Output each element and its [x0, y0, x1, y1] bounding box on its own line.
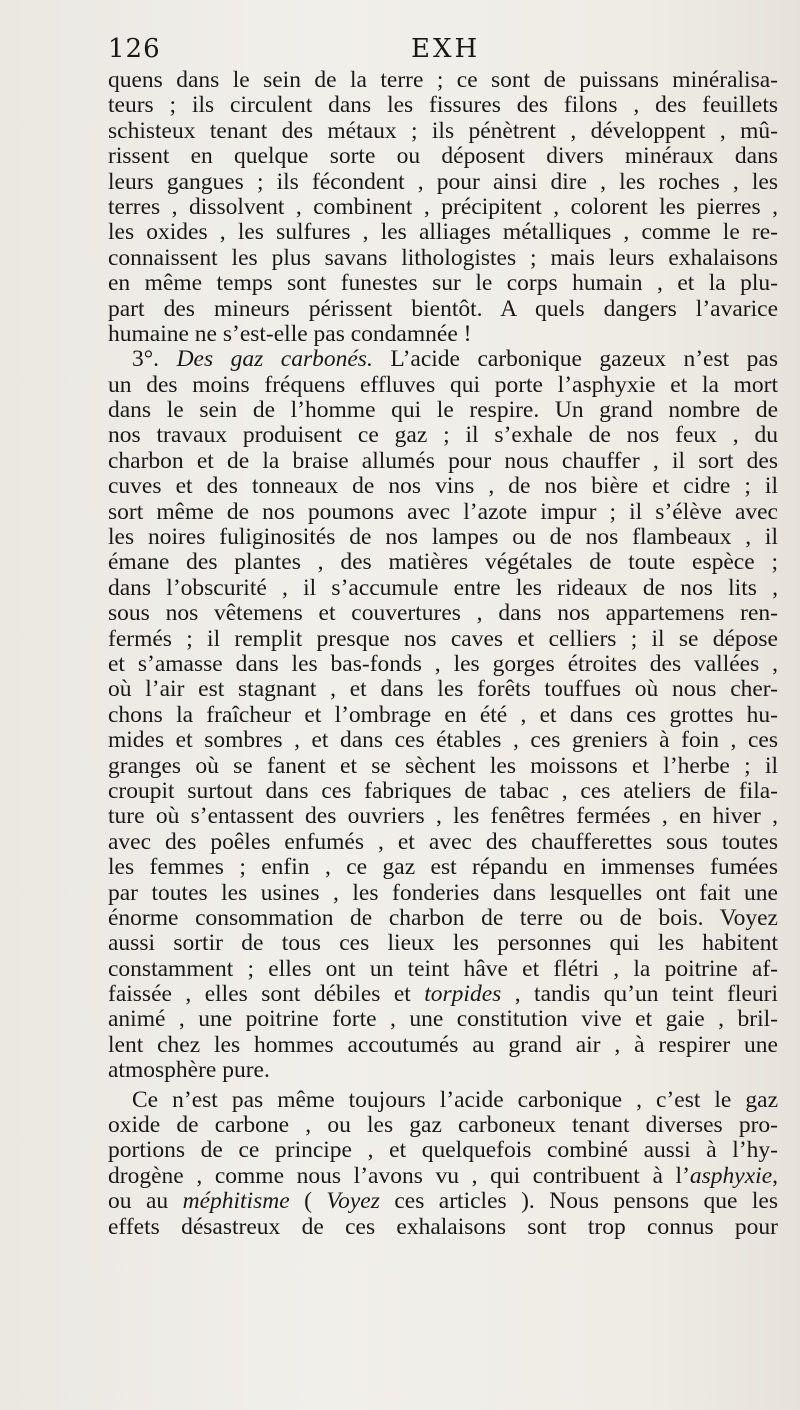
- text-line: part des mineurs périssent bientôt. A quels dangers l’avarice: [108, 296, 778, 322]
- text-line: faissée , elles sont débiles et torpides , tandis qu’un teint fleuri: [108, 982, 778, 1008]
- text-line: cuves et des tonneaux de nos vins , de nos bière et cidre ; il: [108, 474, 778, 500]
- text-line: un des moins fréquens effluves qui porte l’asphyxie et la mort: [108, 372, 778, 398]
- text-line: sort même de nos poumons avec l’azote impur ; il s’élève avec: [108, 499, 778, 525]
- text-line: oxide de carbone , ou les gaz carboneux tenant diverses pro-: [108, 1113, 778, 1139]
- text-line: mides et sombres , et dans ces étables , ces greniers à foin , ces: [108, 728, 778, 754]
- page-number: 126: [108, 34, 161, 64]
- text-line: lent chez les hommes accoutumés au grand air , à respirer une: [108, 1032, 778, 1058]
- text-line: leurs gangues ; ils fécondent , pour ainsi dire , les roches , les: [108, 169, 778, 195]
- text-line: avec des poêles enfumés , et avec des chaufferettes sous toutes: [108, 829, 778, 855]
- text-line: les noires fuliginosités de nos lampes ou de nos flambeaux , il: [108, 525, 778, 551]
- text-line: sous nos vêtemens et couvertures , dans nos appartemens ren-: [108, 601, 778, 627]
- text-line: et s’amasse dans les bas-fonds , les gorges étroites des vallées ,: [108, 651, 778, 677]
- text-line: les femmes ; enfin , ce gaz est répandu en immenses fumées: [108, 855, 778, 881]
- text-line: rissent en quelque sorte ou déposent divers minéraux dans: [108, 144, 778, 170]
- text-line: émane des plantes , des matières végétales de toute espèce ;: [108, 550, 778, 576]
- text-line: animé , une poitrine forte , une constitution vive et gaie , bril-: [108, 1007, 778, 1033]
- text-line: charbon et de la braise allumés pour nous chauffer , il sort des: [108, 448, 778, 474]
- text-line: où l’air est stagnant , et dans les forêts touffues où nous cher-: [108, 677, 778, 703]
- text-line: constamment ; elles ont un teint hâve et flétri , la poitrine af-: [108, 956, 778, 982]
- text-line: dans l’obscurité , il s’accumule entre les rideaux de nos lits ,: [108, 575, 778, 601]
- text-line: connaissent les plus savans lithologistes ; mais leurs exhalaisons: [108, 245, 778, 271]
- text-line: ture où s’entassent des ouvriers , les fenêtres fermées , en hiver ,: [108, 804, 778, 830]
- text-line: 3°. Des gaz carbonés. L’acide carbonique gazeux n’est pas: [132, 347, 778, 373]
- text-line: atmosphère pure.: [108, 1058, 270, 1084]
- page-header: [108, 26, 778, 68]
- text-line: énorme consommation de charbon de terre ou de bois. Voyez: [108, 905, 778, 931]
- text-line: granges où se fanent et se sèchent les moissons et l’herbe ; il: [108, 753, 778, 779]
- text-line: croupit surtout dans ces fabriques de tabac , ces ateliers de fila-: [108, 778, 778, 804]
- text-line: drogène , comme nous l’avons vu , qui contribuent à l’asphyxie,: [108, 1163, 778, 1189]
- body-text: [108, 68, 778, 1240]
- text-line: humaine ne s’est-elle pas condamnée !: [108, 321, 472, 347]
- text-line: par toutes les usines , les fonderies dans lesquelles ont fait une: [108, 880, 778, 906]
- running-head: EXH: [411, 34, 481, 64]
- text-line: aussi sortir de tous ces lieux les personnes qui les habitent: [108, 931, 778, 957]
- text-line: en même temps sont funestes sur le corps humain , et la plu-: [108, 271, 778, 297]
- text-line: schisteux tenant des métaux ; ils pénètrent , développent , mû-: [108, 118, 778, 144]
- text-line: nos travaux produisent ce gaz ; il s’exhale de nos feux , du: [108, 423, 778, 449]
- text-line: les oxides , les sulfures , les alliages métalliques , comme le re-: [108, 220, 778, 246]
- text-line: effets désastreux de ces exhalaisons sont trop connus pour: [108, 1214, 778, 1240]
- text-line: ou au méphitisme ( Voyez ces articles ). Nous pensons que les: [108, 1189, 778, 1215]
- text-line: chons la fraîcheur et l’ombrage en été , et dans ces grottes hu-: [108, 702, 778, 728]
- text-line: teurs ; ils circulent dans les fissures des filons , des feuillets: [108, 93, 778, 119]
- text-line: dans le sein de l’homme qui le respire. Un grand nombre de: [108, 398, 778, 424]
- text-line: portions de ce principe , et quelquefois combiné aussi à l’hy-: [108, 1138, 778, 1164]
- text-line: quens dans le sein de la terre ; ce sont de puissans minéralisa-: [108, 68, 778, 93]
- text-line: fermés ; il remplit presque nos caves et celliers ; il se dépose: [108, 626, 778, 652]
- text-line: Ce n’est pas même toujours l’acide carbonique , c’est le gaz: [132, 1087, 778, 1113]
- text-line: terres , dissolvent , combinent , précipitent , colorent les pierres ,: [108, 194, 778, 220]
